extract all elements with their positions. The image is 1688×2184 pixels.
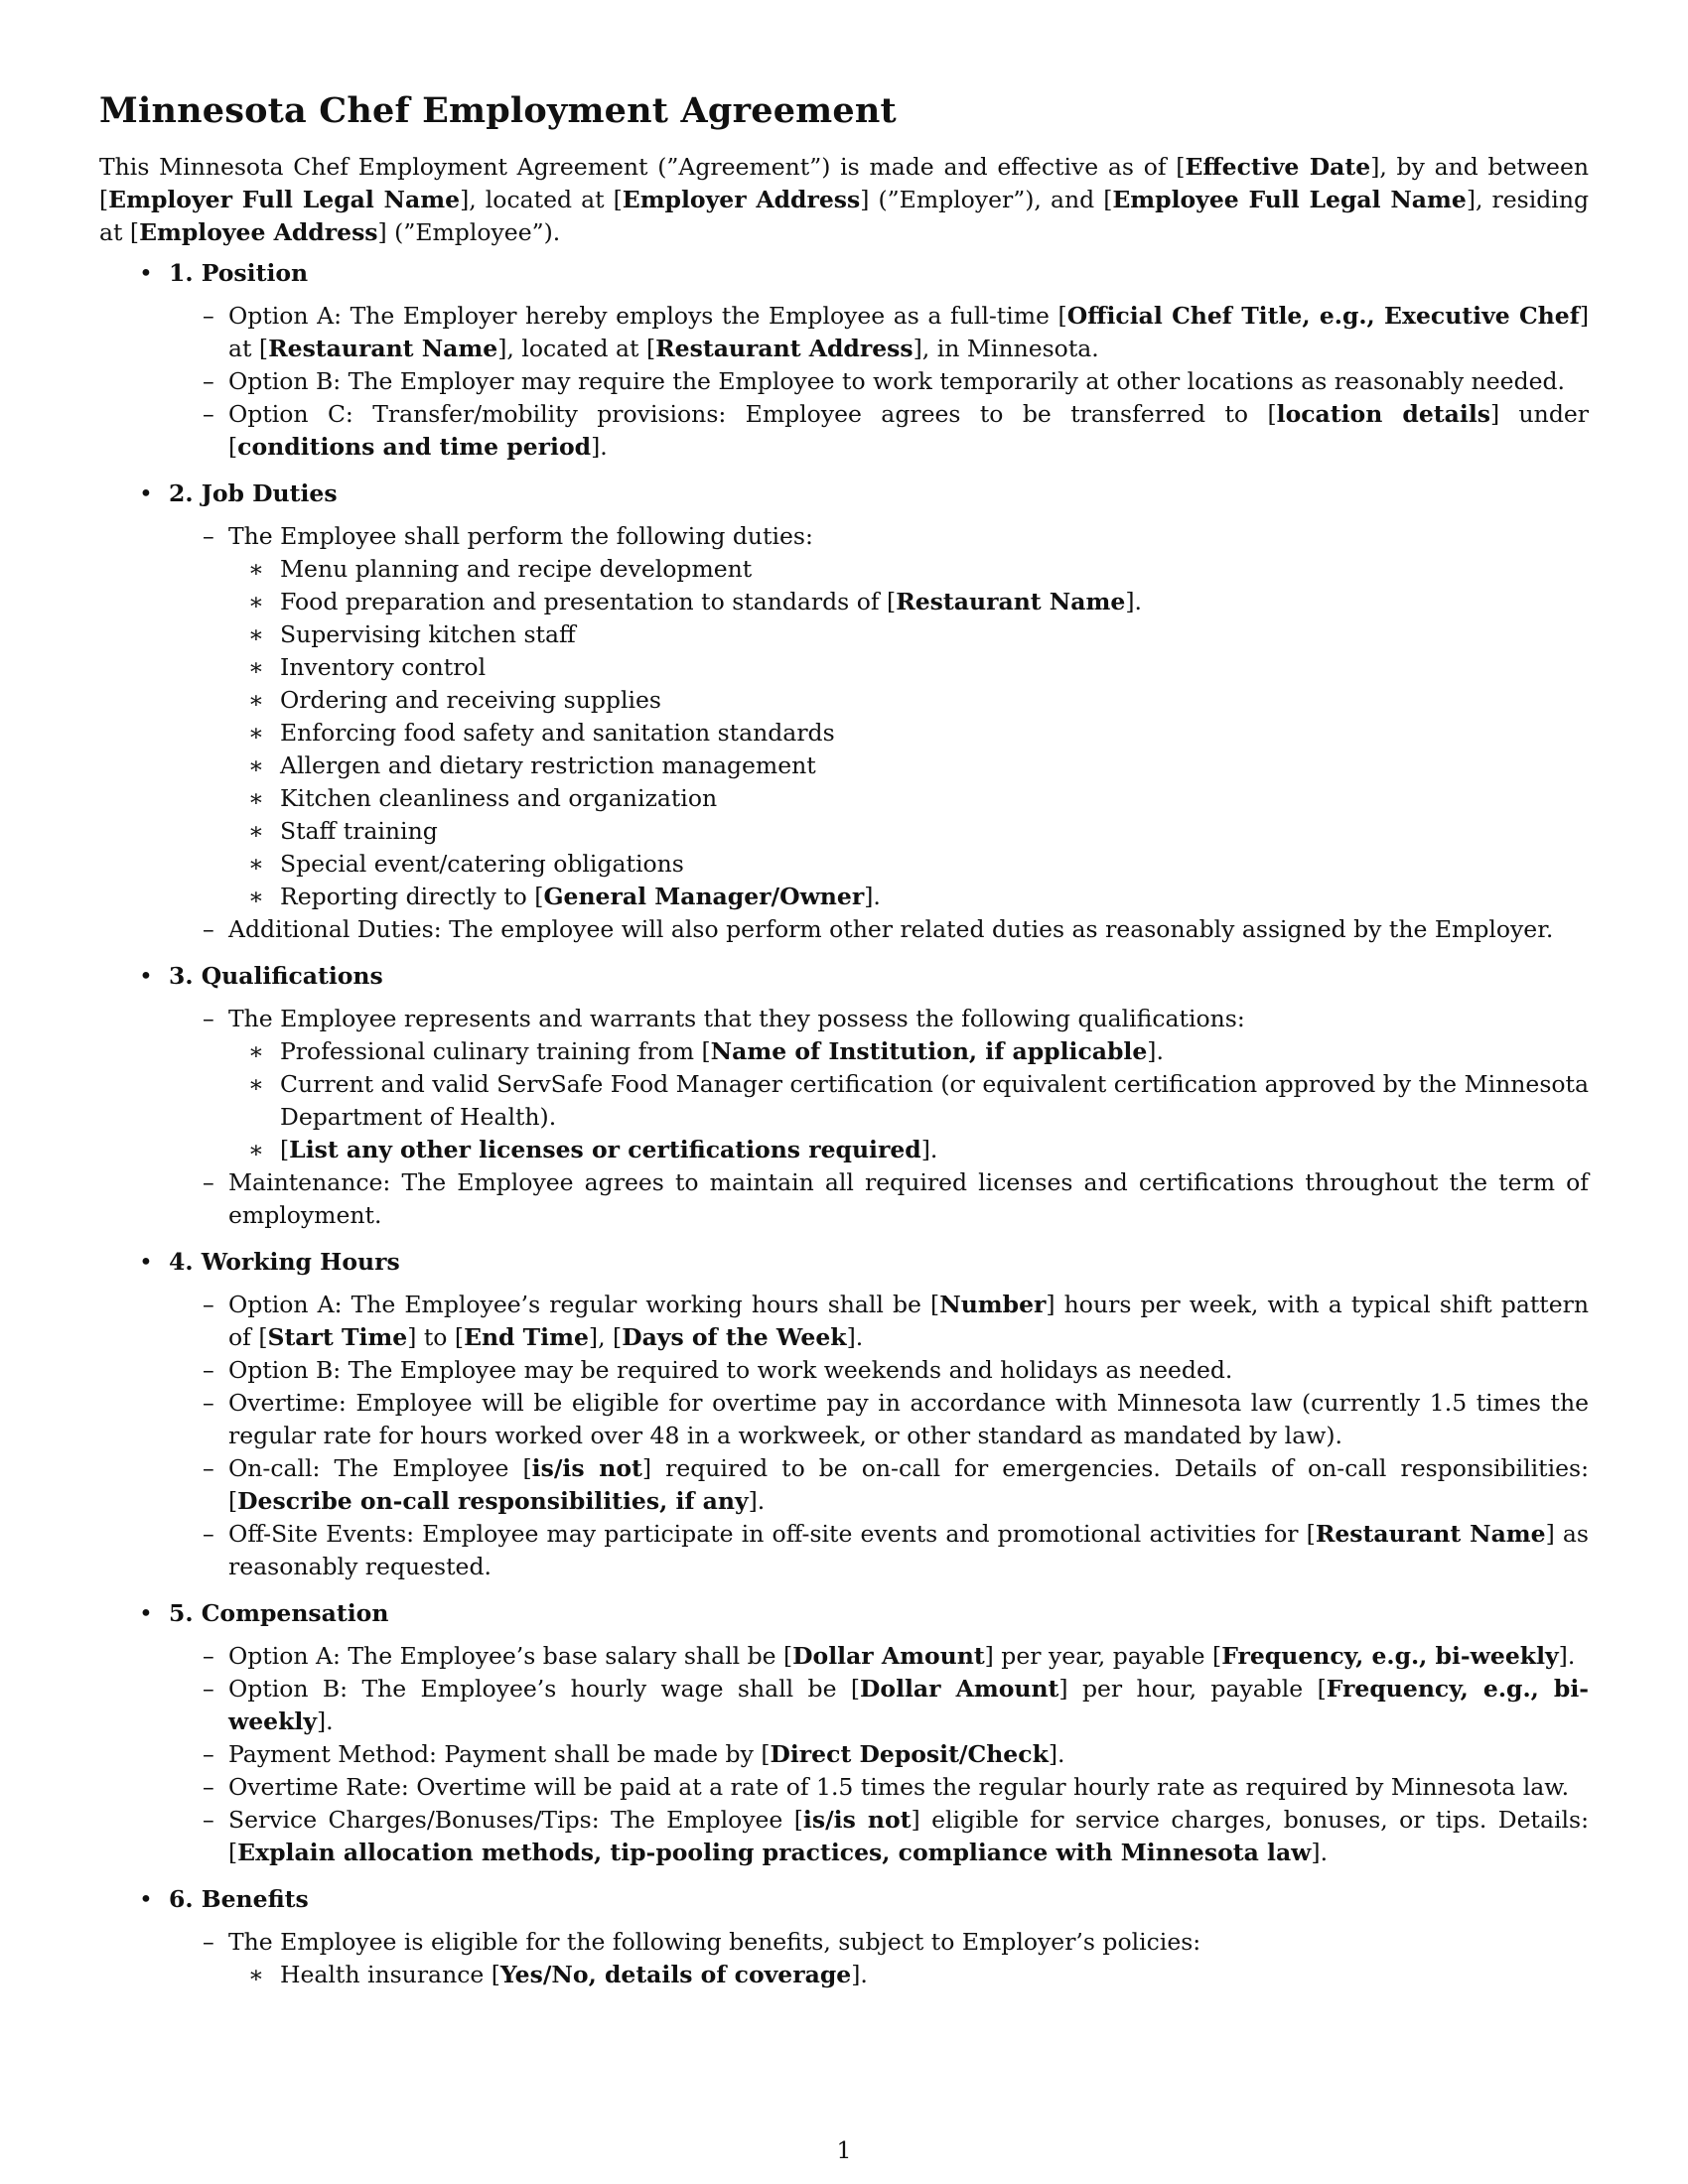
document-page: [99, 85, 1589, 1991]
section-heading: • 1. Position: [139, 259, 309, 287]
employee-address-field: Employee Address: [139, 218, 378, 246]
section-job-duties: [99, 478, 1589, 946]
section-heading: • 4. Working Hours: [139, 1248, 400, 1276]
section-heading: • 3. Qualifications: [139, 962, 383, 990]
list-item: – Option A: The Employee’s regular working hours shall be [Number] hours per week, with a typical shift pattern of [Start Time] to [End Time], [Days of the Week].: [203, 1291, 1590, 1351]
list-item: – Payment Method: Payment shall be made by [Direct Deposit/Check].: [203, 1740, 1065, 1768]
section-compensation: [99, 1597, 1589, 1869]
sub-list-item: ∗ Reporting directly to [General Manager/Owner].: [248, 883, 881, 910]
list-item: – Option A: The Employee’s base salary shall be [Dollar Amount] per year, payable [Frequency, e.g., bi-weekly].: [203, 1642, 1576, 1670]
list-item: – Service Charges/Bonuses/Tips: The Employee [is/is not] eligible for service charges, bonuses, or tips. Details: [Explain allocation methods, tip-pooling practices, compliance with Minnesota law].: [203, 1806, 1590, 1866]
section-heading: • 5. Compensation: [139, 1599, 389, 1627]
list-item: – Option C: Transfer/mobility provisions: Employee agrees to be transferred to [location details] under [conditions and time period].: [203, 400, 1589, 461]
section-benefits: [99, 1883, 1589, 1991]
sub-list-item: ∗ Kitchen cleanliness and organization: [248, 784, 718, 812]
sub-list-item: ∗ Special event/catering obligations: [248, 850, 684, 878]
sub-list-item: ∗ Allergen and dietary restriction management: [248, 751, 816, 779]
list-item: – The Employee is eligible for the following benefits, subject to Employer’s policies:: [203, 1928, 1201, 1956]
section-qualifications: [99, 960, 1589, 1232]
sub-list-item: ∗ Menu planning and recipe development: [248, 555, 753, 583]
sub-list-item: ∗ Inventory control: [248, 653, 487, 681]
sub-list-item: ∗ Food preparation and presentation to standards of [Restaurant Name].: [248, 588, 1142, 615]
list-item: – Additional Duties: The employee will also perform other related duties as reasonably assigned by the Employer.: [203, 915, 1554, 943]
effective-date-field: Effective Date: [1185, 153, 1371, 181]
intro-paragraph: This Minnesota Chef Employment Agreement (”Agreement”) is made and effective as of [Effective Date], by and between [Employer Full Legal Name], located at [Employer Address] (”Employer”), and [Employee Full Legal Name], residing at [Employee Address] (”Employee”).: [99, 153, 1589, 246]
employee-name-field: Employee Full Legal Name: [1112, 186, 1467, 213]
list-item: – Option B: The Employee may be required to work weekends and holidays as needed.: [203, 1356, 1233, 1384]
document-title: Minnesota Chef Employment Agreement: [99, 90, 897, 131]
list-item: – Overtime: Employee will be eligible for overtime pay in accordance with Minnesota law (currently 1.5 times the regular rate for hours worked over 48 in a workweek, or other standard as mandated by law).: [203, 1389, 1589, 1449]
list-item: – Overtime Rate: Overtime will be paid at a rate of 1.5 times the regular hourly rate as required by Minnesota law.: [203, 1773, 1570, 1801]
list-item: – The Employee represents and warrants that they possess the following qualifications:: [203, 1005, 1245, 1032]
sub-list-item: ∗ Enforcing food safety and sanitation standards: [248, 719, 835, 747]
list-item: – Off-Site Events: Employee may participate in off-site events and promotional activities for [Restaurant Name] as reasonably requested.: [203, 1520, 1589, 1580]
sub-list-item: ∗ [List any other licenses or certifications required].: [248, 1136, 938, 1163]
page-number: 1: [836, 2136, 852, 2164]
list-item: – Option B: The Employer may require the Employee to work temporarily at other locations as reasonably needed.: [203, 367, 1566, 395]
sub-list-item: ∗ Health insurance [Yes/No, details of coverage].: [248, 1961, 868, 1988]
section-heading: • 2. Job Duties: [139, 479, 338, 507]
section-position: [99, 257, 1589, 464]
list-item: – On-call: The Employee [is/is not] required to be on-call for emergencies. Details of on-call responsibilities: [Describe on-call responsibilities, if any].: [203, 1454, 1589, 1515]
section-working-hours: [99, 1246, 1589, 1583]
list-item: – Option B: The Employee’s hourly wage shall be [Dollar Amount] per hour, payable [Frequency, e.g., bi-weekly].: [203, 1675, 1589, 1735]
sub-list-item: ∗ Professional culinary training from [Name of Institution, if applicable].: [248, 1037, 1164, 1065]
list-item: – Maintenance: The Employee agrees to maintain all required licenses and certifications throughout the term of employment.: [203, 1168, 1589, 1229]
sub-list-item: ∗ Supervising kitchen staff: [248, 620, 576, 648]
list-item: – Option A: The Employer hereby employs the Employee as a full-time [Official Chef Title, e.g., Executive Chef] at [Restaurant Name], located at [Restaurant Address], in Minnesota.: [203, 302, 1589, 362]
section-heading: • 6. Benefits: [139, 1885, 309, 1913]
employer-name-field: Employer Full Legal Name: [108, 186, 461, 213]
list-item: – The Employee shall perform the following duties:: [203, 522, 813, 550]
sub-list-item: ∗ Current and valid ServSafe Food Manager certification (or equivalent certification approved by the Minnesota Department of Health).: [248, 1070, 1589, 1131]
sub-list-item: ∗ Staff training: [248, 817, 438, 845]
employer-address-field: Employer Address: [622, 186, 861, 213]
sub-list-item: ∗ Ordering and receiving supplies: [248, 686, 661, 714]
